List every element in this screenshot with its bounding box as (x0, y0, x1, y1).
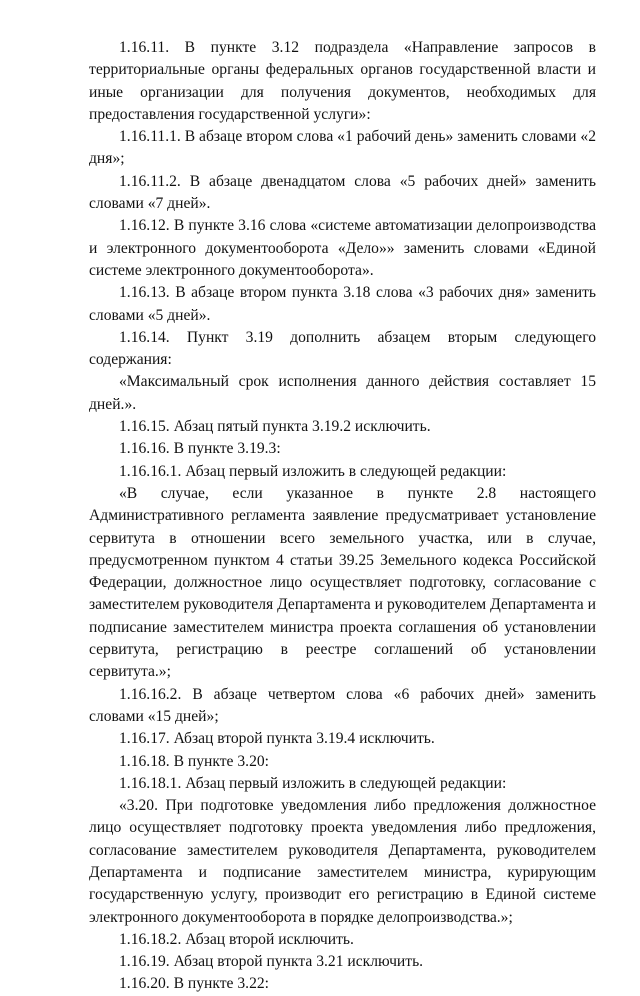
paragraph: 1.16.11. В пункте 3.12 подраздела «Направление запросов в территориальные органы федеральных органов государственной власти и иные организации для получения документов, необходимых для предоставления государственной услуги»: (89, 39, 596, 123)
quoted-paragraph: «Максимальный срок исполнения данного действия составляет 15 дней.». (89, 373, 596, 413)
paragraph: 1.16.12. В пункте 3.16 слова «системе автоматизации делопроизводства и электронного документооборота «Дело»» заменить словами «Единой системе электронного документооборота». (89, 217, 596, 279)
paragraph: 1.16.16.2. В абзаце четвертом слова «6 рабочих дней» заменить словами «15 дней»; (89, 685, 596, 725)
paragraph: 1.16.13. В абзаце втором пункта 3.18 слова «3 рабочих дня» заменить словами «5 дней». (89, 284, 596, 324)
paragraph: 1.16.16. В пункте 3.19.3: (119, 440, 281, 458)
paragraph: 1.16.14. Пункт 3.19 дополнить абзацем вторым следующего содержания: (89, 328, 596, 369)
paragraph: 1.16.20. В пункте 3.22: (119, 975, 269, 993)
paragraph: 1.16.18.1. Абзац первый изложить в следующей редакции: (119, 774, 507, 792)
paragraph: 1.16.18.2. Абзац второй исключить. (119, 930, 354, 948)
paragraph: 1.16.19. Абзац второй пункта 3.21 исключить. (119, 953, 424, 971)
quoted-paragraph: «3.20. При подготовке уведомления либо предложения должностное лицо осуществляет подготовку проекта уведомления либо предложения, согласование заместителем руководителя Департамента, руководителем Департамента и подписание заместителем министра, курирующим государственную услугу, производит его регистрацию в Единой системе электронного документооборота в порядке делопроизводства.»; (89, 797, 596, 926)
paragraph: 1.16.15. Абзац пятый пункта 3.19.2 исключить. (119, 418, 431, 436)
document-page (89, 37, 596, 996)
paragraph: 1.16.16.1. Абзац первый изложить в следующей редакции: (119, 462, 507, 480)
quoted-paragraph: «В случае, если указанное в пункте 2.8 настоящего Административного регламента заявление предусматривает установление сервитута в отношении всего земельного участка, или в случае, предусмотренном пунктом 4 статьи 39.25 Земельного кодекса Российской Федерации, должностное лицо осуществляет подготовку, согласование с заместителем руководителя Департамента и руководителем Департамента и подписание заместителем министра проекта соглашения об установлении сервитута, регистрацию в реестре соглашений об установлении сервитута.»; (89, 484, 596, 681)
paragraph: 1.16.17. Абзац второй пункта 3.19.4 исключить. (119, 730, 435, 748)
paragraph: 1.16.18. В пункте 3.20: (119, 752, 269, 770)
paragraph: 1.16.11.2. В абзаце двенадцатом слова «5 рабочих дней» заменить словами «7 дней». (89, 172, 596, 213)
paragraph: 1.16.11.1. В абзаце втором слова «1 рабочий день» заменить словами «2 дня»; (89, 128, 596, 168)
